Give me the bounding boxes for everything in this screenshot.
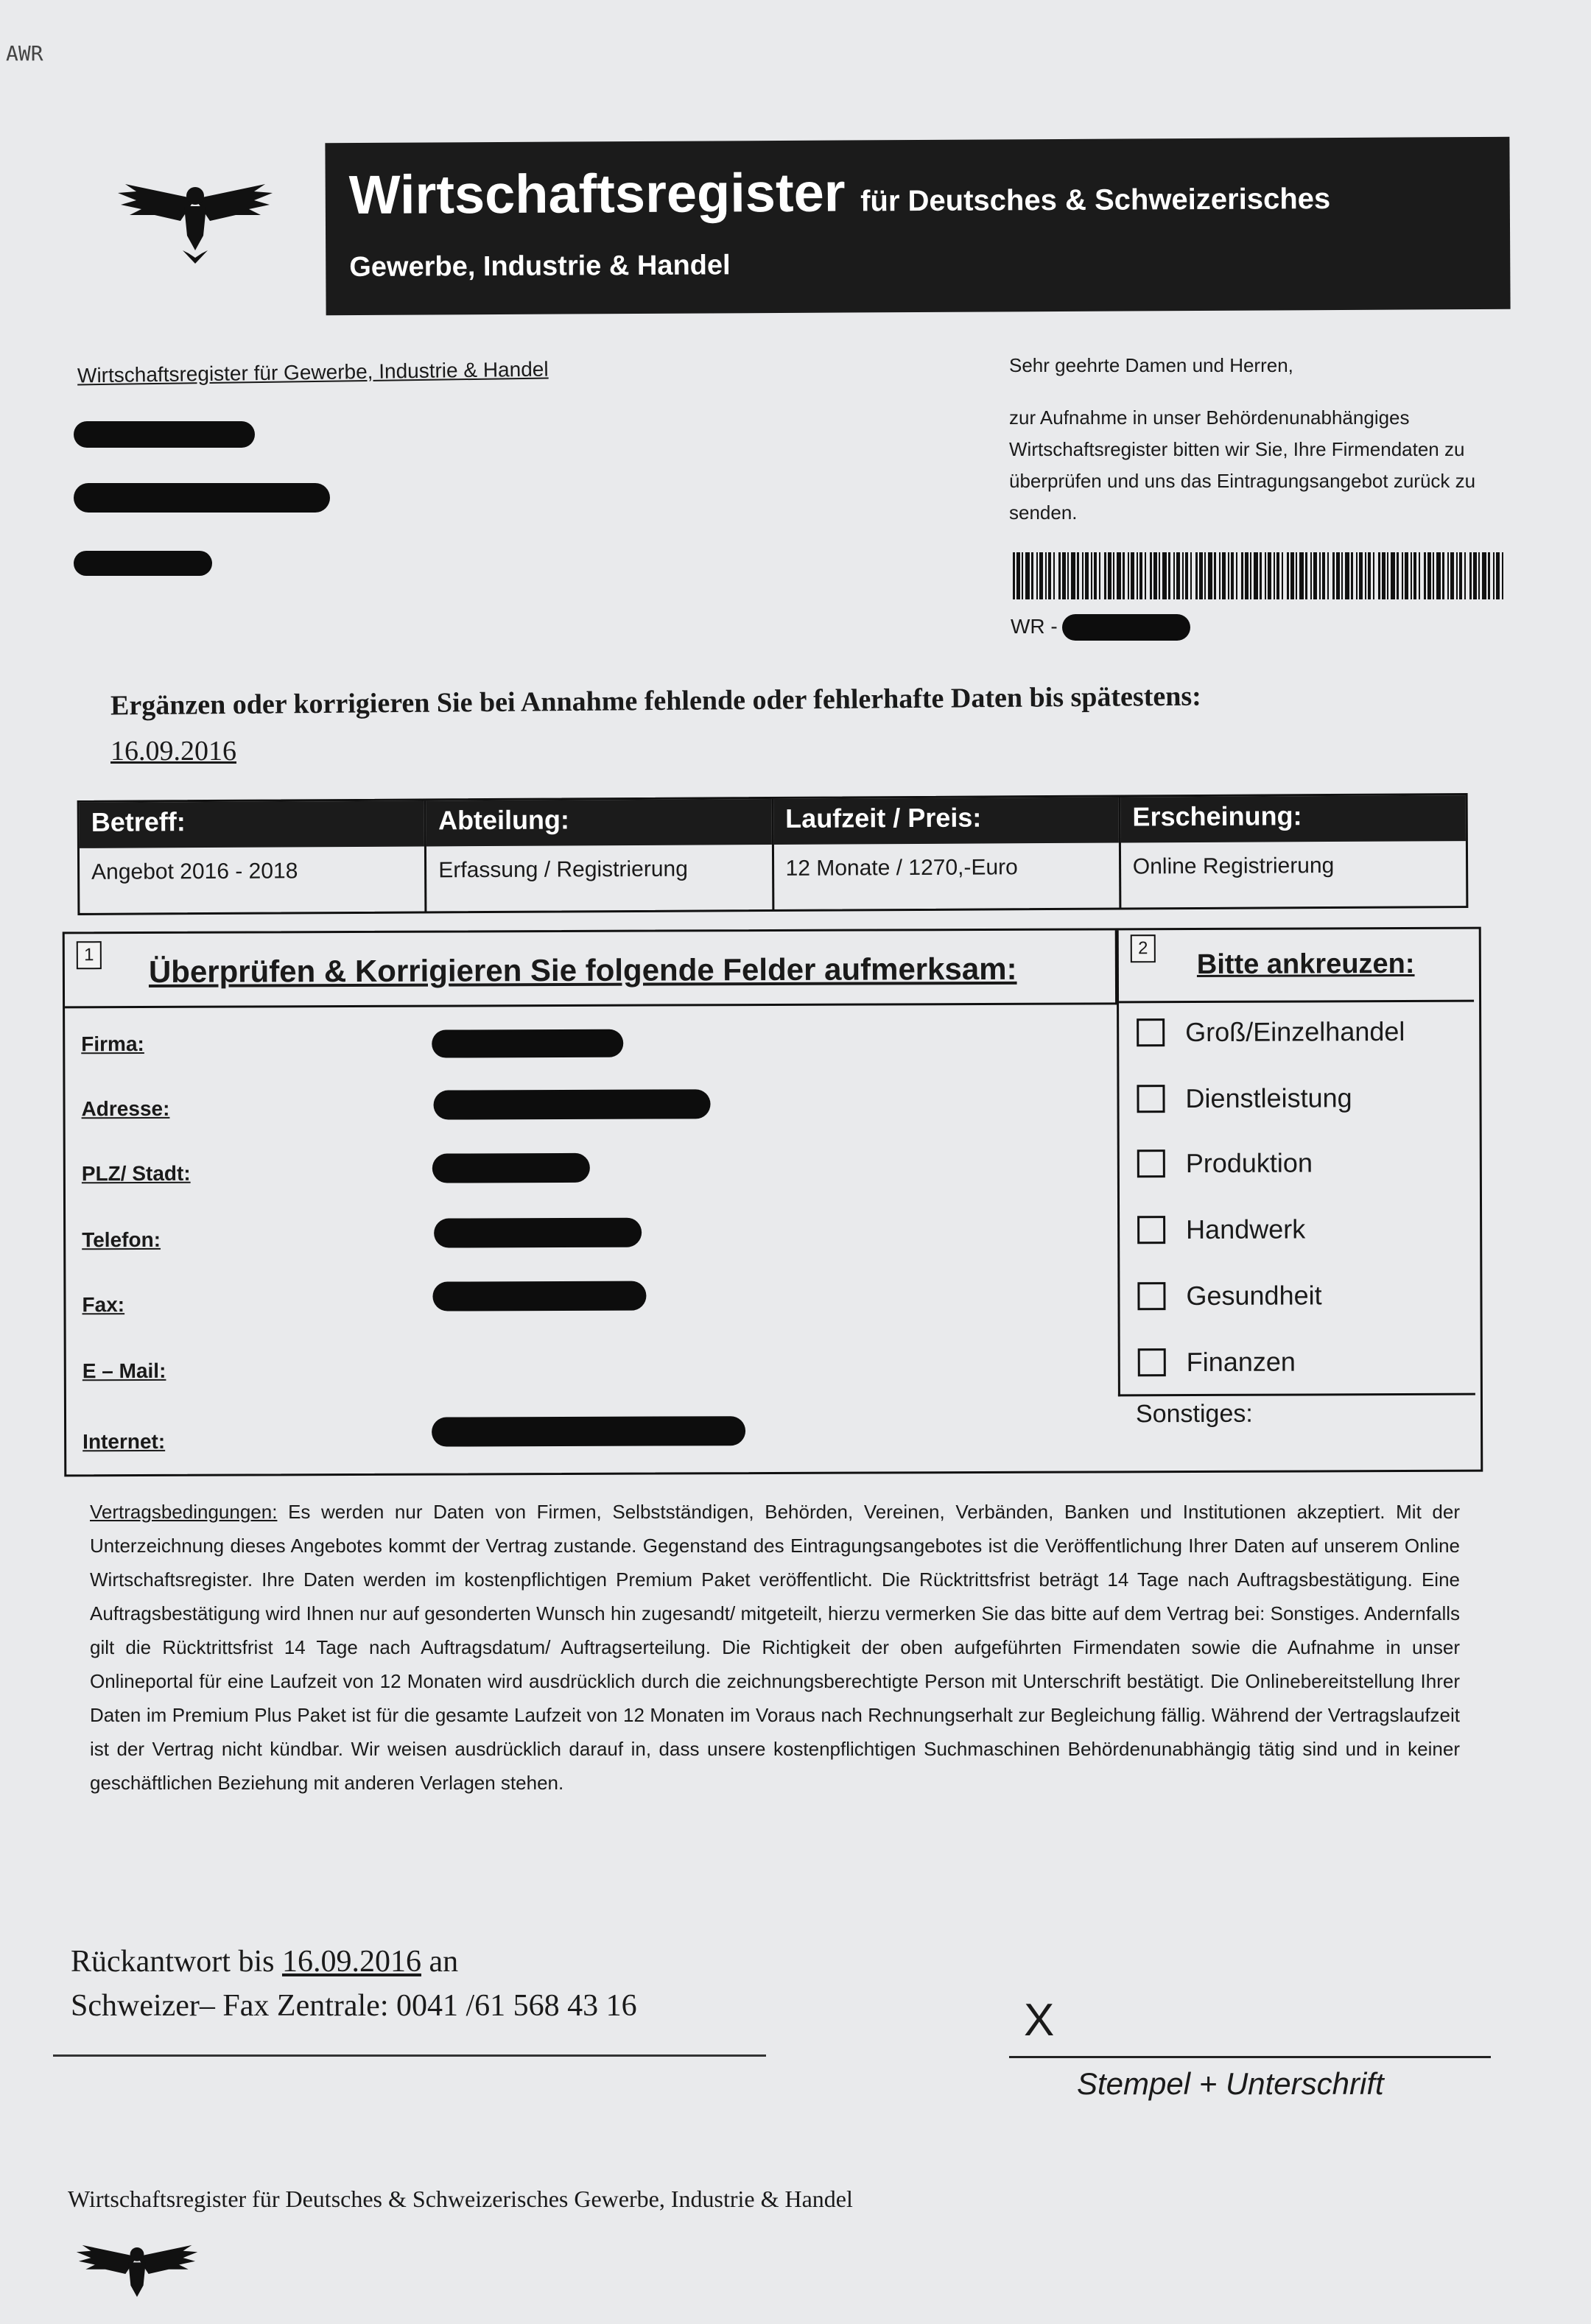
barcode-bar	[1162, 552, 1167, 599]
barcode-bar	[1287, 552, 1289, 599]
subject-column	[80, 800, 427, 912]
subject-table	[77, 793, 1469, 915]
field-value-plz-stadt[interactable]	[432, 1153, 590, 1183]
barcode-bar	[1265, 552, 1266, 599]
barcode-bar	[1139, 552, 1142, 599]
barcode-bar	[1450, 552, 1454, 599]
reply-fax-line: Schweizer– Fax Zentrale: 0041 /61 568 43 16	[71, 1989, 637, 2023]
option-label: Dienstleistung	[1185, 1082, 1352, 1114]
field-label-firma: Firma:	[81, 1032, 144, 1056]
barcode-bar	[1031, 552, 1033, 599]
barcode-bar	[1299, 552, 1304, 599]
corner-code: AWR	[6, 41, 43, 66]
footer-text: Wirtschaftsregister für Deutsches & Schweizerisches Gewerbe, Industrie & Handel	[68, 2186, 853, 2212]
redacted-address-line	[74, 483, 330, 513]
barcode-bar	[1402, 552, 1403, 599]
fields-title: Überprüfen & Korrigieren Sie folgende Felder aufmerksam:	[148, 951, 1017, 989]
banner-title	[349, 158, 1331, 226]
barcode-bar	[1282, 552, 1283, 599]
barcode-bar	[1365, 552, 1366, 599]
barcode-bar	[1185, 552, 1188, 599]
divider	[53, 2054, 766, 2057]
barcode-bar	[1094, 552, 1097, 599]
barcode-bar	[1048, 552, 1051, 599]
subject-header: Erscheinung:	[1120, 795, 1466, 842]
barcode-bar	[1419, 552, 1420, 599]
field-value-adresse[interactable]	[433, 1089, 710, 1119]
wr-number-label: WR -	[1011, 615, 1058, 638]
barcode-bar	[1387, 552, 1388, 599]
barcode-bar	[1268, 552, 1271, 599]
barcode-bar	[1077, 552, 1079, 599]
terms-heading: Vertragsbedingungen:	[90, 1501, 278, 1523]
eagle-emblem-icon	[71, 2239, 203, 2309]
subject-value: 12 Monate / 1270,-Euro	[785, 855, 1018, 881]
barcode-bar	[1488, 552, 1490, 599]
barcode-bar	[1176, 552, 1180, 599]
subject-header: Abteilung:	[426, 799, 772, 846]
banner-title-main: Wirtschaftsregister	[348, 161, 846, 226]
barcode-bar	[1473, 552, 1477, 599]
barcode-bar	[1296, 552, 1297, 599]
checkbox-option[interactable]	[1138, 1347, 1296, 1378]
barcode-bar	[1208, 552, 1212, 599]
barcode-bar	[1319, 552, 1321, 599]
barcode-bar	[1039, 552, 1043, 599]
reply-prefix: Rückantwort bis	[71, 1945, 275, 1979]
barcode-bar	[1397, 552, 1399, 599]
barcode-bar	[1274, 552, 1275, 599]
barcode-bar	[1150, 552, 1152, 599]
field-value-fax[interactable]	[432, 1281, 646, 1311]
barcode-bar	[1341, 552, 1343, 599]
barcode-bar	[1053, 552, 1055, 599]
fields-header	[65, 930, 1117, 1008]
redacted-wr-number	[1062, 614, 1190, 641]
barcode-bar	[1190, 552, 1192, 599]
barcode-bar	[1071, 552, 1075, 599]
contract-terms	[90, 1495, 1460, 1800]
barcode-bar	[1204, 552, 1206, 599]
checkbox[interactable]	[1137, 1149, 1165, 1177]
checkbox-option[interactable]	[1137, 1280, 1321, 1311]
section-number: 1	[77, 941, 102, 969]
checkbox-option[interactable]	[1137, 1214, 1305, 1245]
checkbox-title: Bitte ankreuzen:	[1196, 948, 1415, 980]
barcode-bar	[1231, 552, 1234, 599]
barcode-bar	[1085, 552, 1089, 599]
barcode-bar	[1013, 552, 1015, 599]
option-label: Gesundheit	[1186, 1280, 1322, 1311]
sender-line: Wirtschaftsregister für Gewerbe, Industrie & Handel	[77, 357, 549, 387]
barcode-bar	[1378, 552, 1380, 599]
redacted-address-line	[74, 551, 212, 576]
eagle-emblem-icon	[110, 177, 280, 265]
subject-value: Erfassung / Registrierung	[438, 856, 688, 883]
barcode-bar	[1214, 552, 1216, 599]
redacted-address-line	[74, 421, 255, 448]
checkbox-option[interactable]	[1137, 1147, 1313, 1179]
barcode-bar	[1137, 552, 1138, 599]
barcode-bar	[1228, 552, 1229, 599]
field-label-plz-stadt: PLZ/ Stadt:	[81, 1161, 191, 1186]
instruction-date: 16.09.2016	[110, 736, 236, 767]
barcode-bar	[1250, 552, 1251, 599]
barcode-bar	[1464, 552, 1466, 599]
barcode-bar	[1104, 552, 1106, 599]
barcode-bar	[1173, 552, 1175, 599]
field-label-telefon: Telefon:	[82, 1228, 161, 1252]
banner-title-rest: für Deutsches & Schweizerisches	[860, 183, 1331, 218]
barcode-bar	[1345, 552, 1349, 599]
field-label-adresse: Adresse:	[81, 1096, 170, 1121]
barcode-bar	[1159, 552, 1160, 599]
barcode-bar	[1442, 552, 1444, 599]
header-banner	[325, 137, 1510, 315]
banner-subtitle: Gewerbe, Industrie & Handel	[349, 250, 731, 284]
barcode-bar	[1351, 552, 1353, 599]
barcode-bar	[1045, 552, 1047, 599]
barcode-bar	[1091, 552, 1092, 599]
checkbox[interactable]	[1137, 1282, 1165, 1310]
barcode-bar	[1391, 552, 1395, 599]
subject-column	[1120, 795, 1466, 907]
barcode-bar	[1322, 552, 1325, 599]
barcode-bar	[1025, 552, 1030, 599]
subject-header: Laufzeit / Preis:	[773, 797, 1119, 845]
barcode-bar	[1496, 552, 1500, 599]
field-label-internet: Internet:	[82, 1429, 166, 1454]
barcode-bar	[1016, 552, 1020, 599]
barcode-bar	[1241, 552, 1243, 599]
barcode-bar	[1493, 552, 1495, 599]
barcode-bar	[1332, 552, 1335, 599]
barcode-bar	[1290, 552, 1294, 599]
barcode-bar	[1236, 552, 1237, 599]
barcode-bar	[1411, 552, 1412, 599]
checkbox[interactable]	[1138, 1348, 1166, 1376]
barcode-bar	[1117, 552, 1121, 599]
barcode-bar	[1245, 552, 1248, 599]
barcode-bar	[1276, 552, 1279, 599]
barcode-bar	[1336, 552, 1340, 599]
barcode-bar	[1327, 552, 1329, 599]
field-value-telefon[interactable]	[434, 1218, 642, 1248]
barcode-bar	[1305, 552, 1307, 599]
greeting-body: zur Aufnahme in unser Behördenunabhängiges Wirtschaftsregister bitten wir Sie, Ihre Firmendaten zu überprüfen und uns das Eintragungsangebot zurück zu senden.	[1009, 406, 1476, 524]
barcode-bar	[1182, 552, 1184, 599]
section-number: 2	[1131, 934, 1156, 962]
reply-deadline	[71, 1944, 458, 1979]
barcode-bar	[1219, 552, 1221, 599]
barcode-bar	[1373, 552, 1374, 599]
subject-value: Online Registrierung	[1132, 853, 1335, 879]
barcode-bar	[1067, 552, 1069, 599]
category-checkbox-box	[1117, 929, 1475, 1397]
barcode-bar	[1036, 552, 1038, 599]
signature-label: Stempel + Unterschrift	[1077, 2066, 1384, 2101]
barcode-bar	[1195, 552, 1198, 599]
field-label-fax: Fax:	[82, 1293, 125, 1317]
barcode-bar	[1447, 552, 1449, 599]
reply-suffix: an	[429, 1945, 459, 1979]
barcode-bar	[1022, 552, 1023, 599]
barcode-bar	[1459, 552, 1462, 599]
greeting-block	[1009, 350, 1510, 529]
barcode-bar	[1436, 552, 1441, 599]
subject-header: Betreff:	[80, 800, 425, 848]
option-label: Produktion	[1185, 1147, 1313, 1179]
instruction-text: Ergänzen oder korrigieren Sie bei Annahme fehlende oder fehlerhafte Daten bis spätestens:	[110, 680, 1202, 722]
barcode-bar	[1131, 552, 1134, 599]
checkbox-option[interactable]	[1137, 1082, 1352, 1114]
salutation: Sehr geehrte Damen und Herren,	[1009, 354, 1293, 376]
signature-mark: X	[1024, 1995, 1055, 2046]
divider	[1119, 1000, 1474, 1004]
barcode-bar	[1099, 552, 1100, 599]
barcode-bar	[1168, 552, 1170, 599]
option-label: Finanzen	[1186, 1346, 1296, 1378]
barcode-bar	[1062, 552, 1066, 599]
barcode-bar	[1108, 552, 1111, 599]
barcode-bar	[1153, 552, 1157, 599]
barcode-bar	[1359, 552, 1363, 599]
reply-date: 16.09.2016	[281, 1945, 421, 1979]
barcode-bar	[1427, 552, 1431, 599]
barcode-bar	[1222, 552, 1226, 599]
barcode-bar	[1424, 552, 1426, 599]
barcode-bar	[1382, 552, 1385, 599]
field-label-email: E – Mail:	[82, 1359, 166, 1383]
barcode-bar	[1405, 552, 1408, 599]
checkbox[interactable]	[1137, 1216, 1165, 1244]
field-value-internet[interactable]	[432, 1416, 745, 1446]
barcode-bar	[1456, 552, 1458, 599]
checkbox[interactable]	[1137, 1085, 1165, 1113]
barcode-bar	[1254, 552, 1258, 599]
signature-line[interactable]	[1009, 2056, 1491, 2058]
subject-value: Angebot 2016 - 2018	[91, 859, 298, 884]
other-label: Sonstiges:	[1135, 1399, 1253, 1429]
checkbox-option[interactable]	[1137, 1016, 1405, 1048]
barcode-bar	[1310, 552, 1312, 599]
barcode-bar	[1260, 552, 1262, 599]
subject-column	[426, 799, 774, 911]
option-label: Handwerk	[1186, 1214, 1306, 1245]
barcode-bar	[1368, 552, 1371, 599]
barcode-bar	[1502, 552, 1503, 599]
barcode-bar	[1413, 552, 1416, 599]
barcode-bar	[1113, 552, 1114, 599]
barcode-bar	[1128, 552, 1129, 599]
barcode-bar	[1433, 552, 1434, 599]
field-value-firma[interactable]	[432, 1029, 623, 1058]
option-label: Groß/Einzelhandel	[1185, 1016, 1405, 1048]
barcode-bar	[1145, 552, 1146, 599]
subject-column	[773, 797, 1121, 909]
barcode-bar	[1199, 552, 1203, 599]
barcode-bar	[1478, 552, 1480, 599]
checkbox[interactable]	[1137, 1018, 1165, 1046]
barcode-bar	[1082, 552, 1084, 599]
barcode-bar	[1123, 552, 1125, 599]
barcode	[1013, 552, 1506, 599]
company-fields-box	[63, 927, 1483, 1477]
terms-text: Es werden nur Daten von Firmen, Selbstständigen, Behörden, Vereinen, Verbänden, Banken und Institutionen akzeptiert. Mit der Unterzeichnung dieses Angebotes kommt der Vertrag zustande. Gegenstand des Eintragungsangebotes ist die Veröffentlichung Ihrer Daten auf unserem Online Wirtschaftsregister. Ihre Daten werden im kostenpflichtigen Premium Paket veröffentlicht. Die Rücktrittsfrist beträgt 14 Tage nach Auftragsbestätigung. Eine Auftragsbestätigung wird Ihnen nur auf gesonderten Wunsch hin zugesandt/ mitgeteilt, hierzu vermerken Sie das bitte auf dem Vertrag bei: Sonstiges. Andernfalls gilt die Rücktrittsfrist 14 Tage nach Auftragsdatum/ Auftragserteilung. Die Richtigkeit der oben aufgeführten Firmendaten sowie die Aufnahme in unser Onlineportal für eine Laufzeit von 12 Monaten wird ausdrücklich durch die zeichnungsberechtigte Person mit Unterschrift bestätigt. Die Onlinebereitstellung Ihrer Daten im Premium Plus Paket ist für die gesamte Laufzeit von 12 Monaten im Voraus nach Rechnungserhalt zur Begleichung fällig. Während der Vertragslaufzeit ist der Vertrag nicht kündbar. Wir weisen ausdrücklich darauf in, dass unsere kostenpflichtigen Suchmaschinen Behördenunabhängig tätig sind und in keiner geschäftlichen Beziehung mit anderen Verlagen stehen.	[90, 1501, 1460, 1794]
barcode-bar	[1469, 552, 1472, 599]
barcode-bar	[1356, 552, 1358, 599]
barcode-bar	[1313, 552, 1317, 599]
barcode-bar	[1058, 552, 1061, 599]
barcode-bar	[1482, 552, 1486, 599]
